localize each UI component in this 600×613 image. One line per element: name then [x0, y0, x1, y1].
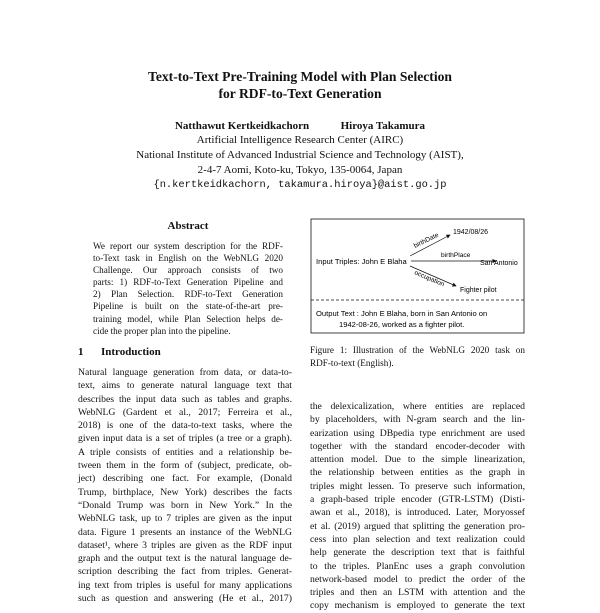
body-line: dataset¹, where 3 triples are given as the RDF input [78, 539, 292, 551]
body-line: data. Figure 1 presents an instance of the WebNLG [78, 526, 292, 538]
body-line: graph and the output text is the natural language de- [78, 553, 292, 565]
body-line: given input data is a set of triples (a tree or a graph). [78, 433, 292, 445]
section-title: Introduction [101, 346, 161, 358]
title-line-2: for RDF-to-Text Generation [218, 86, 382, 101]
body-line: triples might lessen. To preserve such information, [310, 480, 525, 492]
body-line: cess into plan selection and text realization could [310, 533, 525, 545]
paper-title [0, 68, 600, 102]
author-email: {n.kertkeidkachorn, takamura.hiroya}@aist.go.jp [153, 179, 447, 191]
figure-1-caption [310, 344, 525, 369]
body-line: such as question and answering (He et al., 2017) [78, 593, 292, 605]
body-line: WebNLG task, up to 7 triples are given as the input [78, 513, 292, 525]
abstract-body [93, 240, 283, 337]
body-line: earization using DBpedia type enrichment are used [310, 427, 525, 439]
body-line: ject) describing one fact. For example, (Donald [78, 473, 292, 485]
body-line: network-based model to predict the order of the [310, 573, 525, 585]
left-column-text [78, 366, 292, 605]
body-line: the relationship between entities as the graph in [310, 467, 525, 479]
node-birth-place: San Antonio [480, 260, 518, 267]
output-text-line-2: 1942-08-26, worked as a fighter pilot. [339, 320, 465, 329]
output-text-line-1: Output Text : John E Blaha, born in San Antonio on [316, 309, 488, 318]
abstract-line: We report our system description for the RDF- [93, 241, 283, 251]
body-line: Natural language generation from data, or data-to- [78, 367, 292, 378]
body-line: tween them in the form of (subject, predicate, ob- [78, 460, 292, 472]
caption-line: Figure 1: Illustration of the WebNLG 2020 task on [310, 345, 525, 355]
body-line: WebNLG (Gardent et al., 2017; Ferreira et al., [78, 406, 292, 418]
edge-label-occupation: occupation [413, 269, 446, 289]
author-1: Natthawut Kertkeidkachorn [174, 120, 310, 132]
node-occupation: Fighter pilot [460, 287, 497, 294]
body-line: 2018) is one of the data-to-text tasks, where the [78, 420, 292, 432]
section-heading [78, 346, 161, 358]
author-list [0, 120, 600, 132]
body-line: awan et al., 2018), is introduced. Later, Moryossef [310, 507, 525, 519]
body-line: together with the standard encoder-decoder with [310, 440, 525, 452]
body-line: ing text from triples is useful for many applications [78, 579, 292, 591]
affiliation-line: National Institute of Advanced Industrial Science and Technology (AIST), [136, 149, 464, 161]
abstract-line: training model, while Plan Selection helps de- [93, 313, 283, 324]
edge-label-birthdate: birthDate [412, 231, 440, 250]
node-birth-date: 1942/08/26 [453, 229, 489, 236]
title-line-1: Text-to-Text Pre-Training Model with Plan Selection [148, 69, 452, 84]
abstract-line: Pipeline is built on the state-of-the-art pre- [93, 301, 283, 312]
abstract-line: 2) Plan Selection. RDF-to-Text Generation [93, 289, 283, 300]
body-line: text, aims to generate natural language text that [78, 380, 292, 392]
affiliation-line: 2-4-7 Aomi, Koto-ku, Tokyo, 135-0064, Japan [197, 164, 403, 176]
affiliation-line: Artificial Intelligence Research Center (AIRC) [196, 134, 404, 146]
body-line: triples and then an LSTM with attention and the [310, 587, 525, 599]
body-line: Trump, birthplace, New York) describes the facts [78, 486, 292, 498]
body-line: et al. (2019) argued that splitting the generation pro- [310, 520, 525, 532]
affiliation [0, 133, 600, 193]
right-column-text [310, 400, 525, 613]
section-number: 1 [78, 346, 84, 358]
body-line: attention model. Due to the simple linearization, [310, 454, 525, 466]
body-line: the delexicalization, where entities are replaced [310, 401, 525, 412]
figure-1-diagram [310, 218, 525, 334]
abstract-line: to-Text task in English on the WebNLG 2020 [93, 253, 283, 264]
edge-label-birthplace: birthPlace [441, 252, 471, 259]
abstract-heading: Abstract [167, 220, 209, 232]
abstract-line: parts: 1) RDF-to-Text Generation Pipeline and [93, 277, 283, 288]
body-line: copy mechanism is employed to generate the text [310, 600, 525, 612]
author-2: Hiroya Takamura [340, 120, 426, 132]
body-line: scription describing the fact from triples. Generat- [78, 566, 292, 578]
body-line: by placeholders, with N-gram search and the lin- [310, 414, 525, 426]
body-line: describes the input data such as tables and graphs. [78, 393, 292, 405]
abstract-line: cide the proper plan into the pipeline. [93, 325, 231, 336]
caption-line: RDF-to-text (English). [310, 357, 394, 368]
body-line: A triple consists of entities and a relationship be- [78, 446, 292, 458]
input-triples-label: Input Triples: John E Blaha [316, 257, 407, 266]
body-line: to the triples. PlanEnc uses a graph convolution [310, 560, 525, 572]
figure-1 [310, 218, 525, 334]
body-line: a graph-based triple encoder (GTR-LSTM) (Disti- [310, 494, 525, 506]
abstract-line: Challenge. Our approach consists of two [93, 265, 283, 276]
body-line: “Donald Trump was born in New York.” In the [78, 499, 292, 511]
body-line: help generate the description text that is faithful [310, 547, 525, 559]
